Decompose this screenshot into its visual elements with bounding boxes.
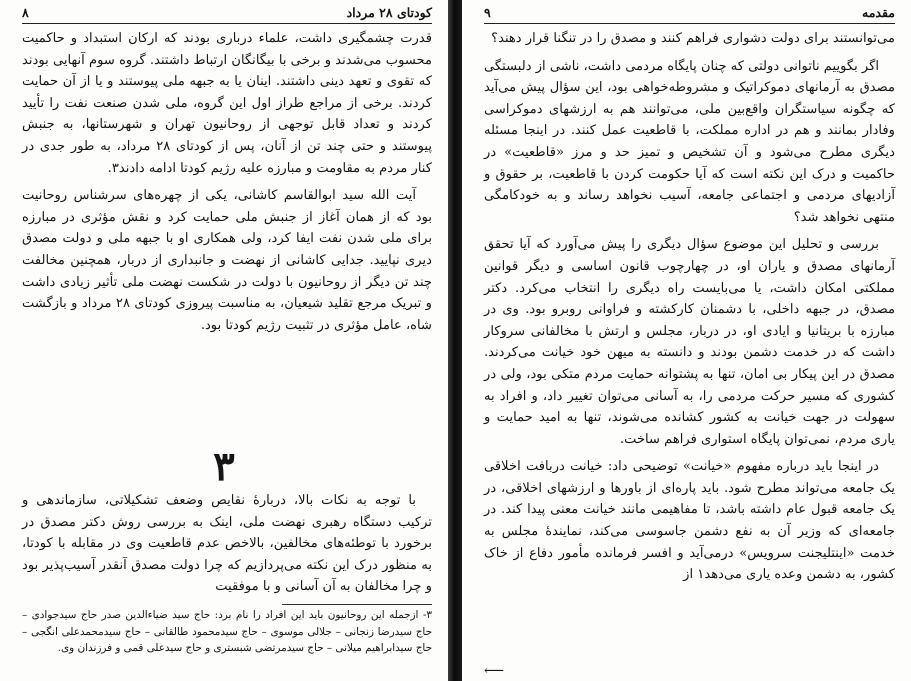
running-title: کودتای ۲۸ مرداد — [346, 5, 432, 20]
body-text — [484, 28, 895, 592]
running-header — [484, 5, 895, 24]
paragraph: بررسی و تحلیل این موضوع سؤال دیگری را پیش می‌آورد که آیا تحقق آرمانهای مصدق و یاران او، در چهارچوب قانون اساسی و دیگر قوانین مملکتی امکان داشت، یا می‌بایست راه دیگری را انتخاب می‌کرد. دکتر مصدق، در جبهه داخلی، با دشمنان کارکشته و فراوانی روبرو بود. وی در مبارزه با بریتانیا و ایادی او، در دربار، مجلس و ارتش با مخالفانی سروکار داشت که در خدمت دشمن بودند و دانسته به میهن خود خیانت می‌کردند. مصدق در این پیکار بی امان، تنها به پشتوانه حمایت مردم متکی بود، ولی در کشوری که مسیر حرکت مردمی را، به آسانی می‌توان تغییر داد، و افراد به سهولت در جهت خیانت به کشور کشانده می‌شوند، تنها به امید حمایت و یاری مردم، نمی‌توان پایگاه استواری فراهم ساخت. — [484, 237, 895, 447]
chapter-body-text — [22, 490, 432, 604]
paragraph: در اینجا باید درباره مفهوم «خیانت» توضیحی داد: خیانت دربافت اخلاقی یک جامعه می‌تواند مطرح شود. باید پاره‌ای از باورها و ارزشهای اخلاقی، در یک جامعه قبول عام داشته باشد، تا مفاهیمی مانند خیانت معنی پیدا کند. در جامعه‌ای که وزیر آن به نفع دشمن جاسوسی می‌کند، نمایندهٔ مجلس به خدمت «اینتلیجنت سرویس» درمی‌آید و افسر فرمانده مأمور دفاع از خاک کشور، به دشمن وعده یاری می‌دهد۱ از — [484, 459, 895, 583]
paragraph: با توجه به نکات بالا، دربارهٔ نقایص وضعف تشکیلاتی، سازماندهی و ترکیب دستگاه رهبری نهضت ملی، اینک به بررسی روش دکتر مصدق در برخورد با توطئه‌های مخالفین، بالاخص عدم قاطعیت وی در مقابله با کودتا، به منظور درک این نکته می‌پردازیم که چرا دولت مصدق آنقدر آسیب‌پذیر بود و چرا مخالفان به آن آسانی و با موفقیت — [22, 493, 432, 595]
footnote-divider — [282, 604, 432, 605]
page-number: ۹ — [484, 5, 491, 20]
paragraph: اگر بگوییم ناتوانی دولتی که چنان پایگاه مردمی داشت، ناشی از دلبستگی مصدق به آرمانهای دموکراتیک و مشروطه‌خواهی بود، این سؤال پیش می‌آید که چگونه سیاستگران واقع‌بین ملی، می‌توانند هم به ارزشهای دموکراسی وفادار بمانند و هم در اداره مملکت، با قاطعیت عمل کنند. در اینجا مسئله دیگری مطرح می‌شود و آن تشخیص و تمیز حد و مرز «قاطعیت» در حاکمیت و درک این نکته است که آیا حکومت کردن با قاطعیت، بر حقوق و آزادیهای مردمی و اجتماعی جامعه، آسیب نخواهد رساند و به خودکامگی منتهی نخواهد شد؟ — [484, 58, 895, 225]
page-number: ۸ — [22, 5, 29, 20]
chapter-number: ۳ — [213, 443, 235, 490]
book-gutter — [448, 0, 462, 681]
right-page — [462, 0, 911, 681]
footnote: ۳- ازجمله این روحانیون باید این افراد را نام برد: حاج سید ضیاءالدین صدر حاج سیدجوادی – حاج سیدرضا زنجانی – جلالی موسوی – حاج سیدمحمود طالقانی – حاج سیدمحمدعلی انگجی – حاج سیدابراهیم میلانی – حاج سیدمرتضی شبستری و حاج سیدعلی قمی و فرزندان وی. — [22, 609, 432, 654]
running-header — [22, 5, 432, 24]
paragraph: آیت الله سید ابوالقاسم کاشانی، یکی از چهره‌های سرشناس روحانیت بود که از همان آغاز از جنبش ملی حمایت کرد و نقش مؤثری در مبارزه برای ملی شدن نفت ایفا کرد، ولی همکاری او با جبهه ملی و دولت مصدق دیری نپایید. جدایی کاشانی از نهضت و جانبداری از دربار، همچنین مخالفت چند تن دیگر از روحانیون با دولت در شکست نهضت ملی تأثیر زیادی داشت و تبریک مرجع تقلید شیعیان، به مناسبت پیروزی کودتای ۲۸ مرداد و بازگشت شاه، عامل مؤثری در تثبیت رژیم کودتا بود. — [22, 188, 432, 333]
running-title: مقدمه — [862, 5, 895, 20]
paragraph: می‌توانستند برای دولت دشواری فراهم کنند و مصدق را در تنگنا قرار دهند؟ — [491, 31, 895, 46]
paragraph: قدرت چشمگیری داشت، علماء درباری بودند که ارکان استبداد و حاکمیت محسوب می‌شدند و برخی با بیگانگان ارتباط داشتند. گروه سوم آنهایی بودند که تقوی و تعهد دینی داشتند. اینان یا به جبهه ملی پیوستند و یا از آن حمایت کردند. برخی از مراجع طراز اول این گروه، ملی شدن صنعت نفت را تأیید کردند و تعداد قابل توجهی از روحانیون تهران و شهرستانها، به جنبش پیوستند و حتی چند تن از آنان، پس از کودتای ۲۸ مرداد، به طور جدی در کنار مردم به مقاومت و مبارزه علیه رژیم کودتا ادامه دادند۳. — [22, 31, 433, 176]
body-text — [22, 28, 432, 342]
left-page — [0, 0, 448, 681]
continuation-arrow-icon: ⟵ — [484, 663, 505, 679]
